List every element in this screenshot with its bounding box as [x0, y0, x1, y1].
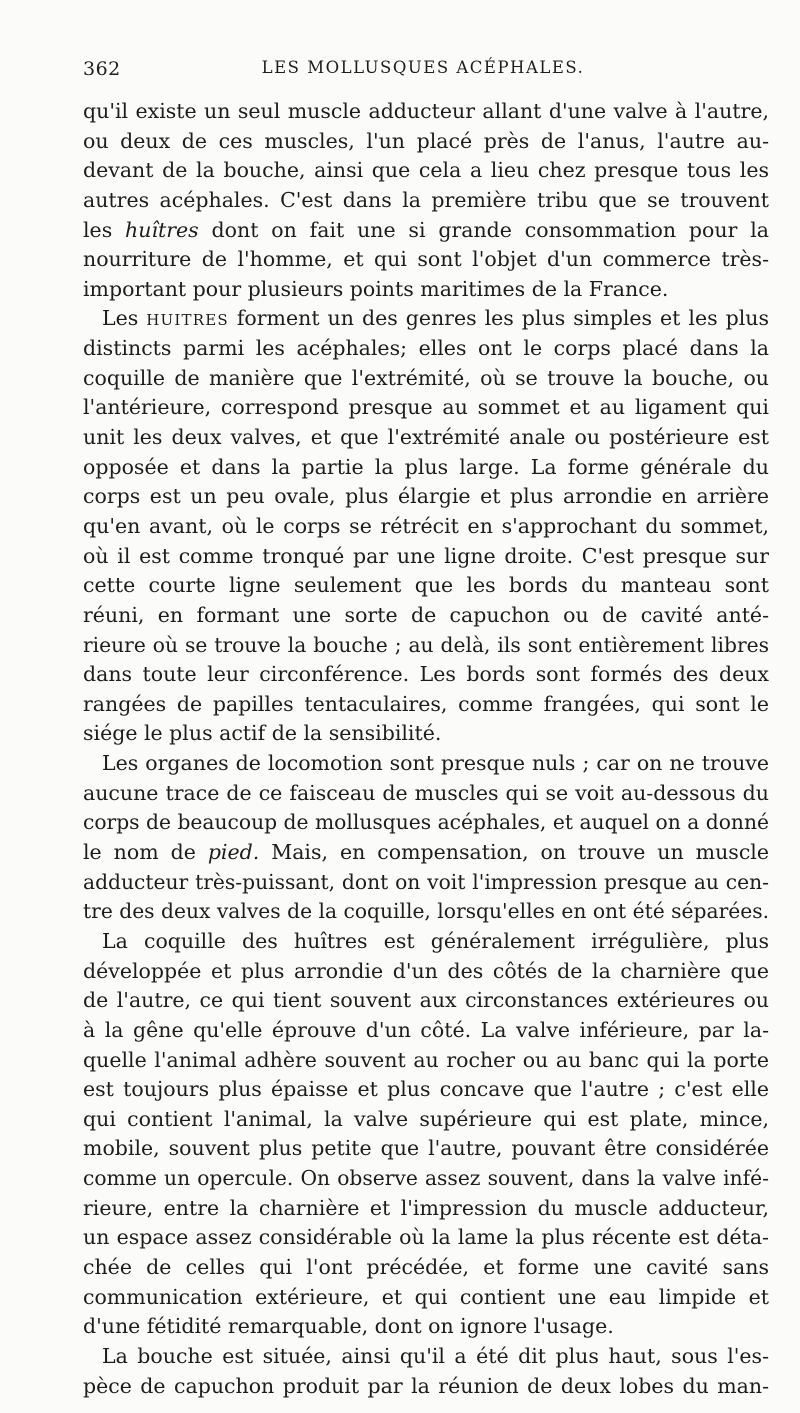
text-line: à la gêne qu'elle éprouve d'un côté. La valve inférieure, par la- [83, 1017, 769, 1042]
text-line: chée de celles qui l'ont précédée, et forme une cavité sans [83, 1254, 769, 1279]
body-text [83, 97, 769, 1401]
text-line: est toujours plus épaisse et plus concave que l'autre ; c'est elle [83, 1077, 769, 1102]
text-line: où il est comme tronqué par une ligne droite. C'est presque sur [83, 543, 769, 568]
text-run: Les [102, 306, 147, 331]
running-title: LES MOLLUSQUES ACÉPHALES. [261, 58, 585, 77]
text-line [83, 216, 769, 246]
text-line: rangées de papilles tentaculaires, comme frangées, qui sont le [83, 691, 769, 716]
text-line: ou deux de ces muscles, l'un placé près de l'anus, l'autre au- [83, 128, 769, 153]
text-line: quelle l'animal adhère souvent au rocher ou au banc qui la porte [83, 1047, 769, 1072]
page-number: 362 [83, 58, 121, 80]
text-line: corps est un peu ovale, plus élargie et plus arrondie en arrière [83, 484, 769, 509]
text-line: corps de beaucoup de mollusques acéphales, et auquel on a donné [83, 810, 769, 835]
text-line: qu'en avant, où le corps se rétrécit en s'approchant du sommet, [83, 513, 769, 538]
text-run: les [83, 217, 126, 242]
text-line: un espace assez considérable où la lame la plus récente est déta- [83, 1225, 769, 1250]
text-line: de l'autre, ce qui tient souvent aux circonstances extérieures ou [83, 988, 769, 1013]
text-line: siége le plus actif de la sensibilité. [83, 721, 442, 746]
text-line [83, 304, 769, 334]
text-line: dans toute leur circonférence. Les bords sont formés des deux [83, 662, 769, 687]
running-head [83, 58, 763, 84]
text-line: qui contient l'animal, la valve supérieure qui est plate, mince, [83, 1106, 769, 1131]
text-line: autres acéphales. C'est dans la première tribu que se trouvent [83, 187, 769, 212]
text-line: La coquille des huîtres est généralement irrégulière, plus [102, 928, 769, 953]
text-line: opposée et dans la partie la plus large. La forme générale du [83, 454, 769, 479]
text-line: coquille de manière que l'extrémité, où se trouve la bouche, ou [83, 365, 769, 390]
text-line: distincts parmi les acéphales; elles ont le corps placé dans la [83, 336, 769, 361]
text-run: Mais, en compensation, on trouve un muscle [259, 840, 769, 865]
text-line: communication extérieure, et qui contient une eau limpide et [83, 1284, 769, 1309]
italic-term-pied: pied. [207, 840, 260, 865]
italic-term-huitres: huîtres [125, 217, 199, 242]
text-line: comme un opercule. On observe assez souvent, dans la valve infé- [83, 1166, 769, 1191]
text-line: qu'il existe un seul muscle adducteur allant d'une valve à l'autre, [83, 99, 769, 123]
text-line: mobile, souvent plus petite que l'autre, pouvant être considérée [83, 1136, 769, 1161]
text-line: l'antérieure, correspond presque au sommet et au ligament qui [83, 395, 769, 420]
text-run: forment un des genres les plus simples et les plus [228, 306, 769, 331]
text-line: Les organes de locomotion sont presque nuls ; car on ne trouve [102, 751, 769, 776]
smallcaps-term-huitres: HUITRES [146, 311, 229, 330]
text-line: adducteur très-puissant, dont on voit l'impression presque au cen- [83, 869, 769, 894]
text-line [83, 838, 769, 868]
text-line: cette courte ligne seulement que les bords du manteau sont [83, 573, 769, 598]
text-line: d'une fétidité remarquable, dont on ignore l'usage. [83, 1314, 614, 1339]
text-line: développée et plus arrondie d'un des côtés de la charnière que [83, 958, 769, 983]
text-line: rieure où se trouve la bouche ; au delà, ils sont entièrement libres [83, 632, 769, 657]
text-line: tre des deux valves de la coquille, lorsqu'elles en ont été séparées. [83, 899, 769, 924]
text-line: nourriture de l'homme, et qui sont l'objet d'un commerce très- [83, 247, 769, 272]
text-line: aucune trace de ce faisceau de muscles qui se voit au-dessous du [83, 780, 769, 805]
text-line: rieure, entre la charnière et l'impression du muscle adducteur, [83, 1195, 769, 1220]
text-run: dont on fait une si grande consommation pour la [198, 217, 769, 242]
text-run: le nom de [83, 840, 208, 865]
text-line: pèce de capuchon produit par la réunion de deux lobes du man- [83, 1373, 769, 1398]
text-line: La bouche est située, ainsi qu'il a été dit plus haut, sous l'es- [102, 1343, 769, 1368]
text-line: devant de la bouche, ainsi que cela a lieu chez presque tous les [83, 158, 769, 183]
text-line: important pour plusieurs points maritimes de la France. [83, 276, 669, 301]
text-line: unit les deux valves, et que l'extrémité anale ou postérieure est [83, 425, 769, 450]
text-line: réuni, en formant une sorte de capuchon ou de cavité anté- [83, 602, 769, 627]
